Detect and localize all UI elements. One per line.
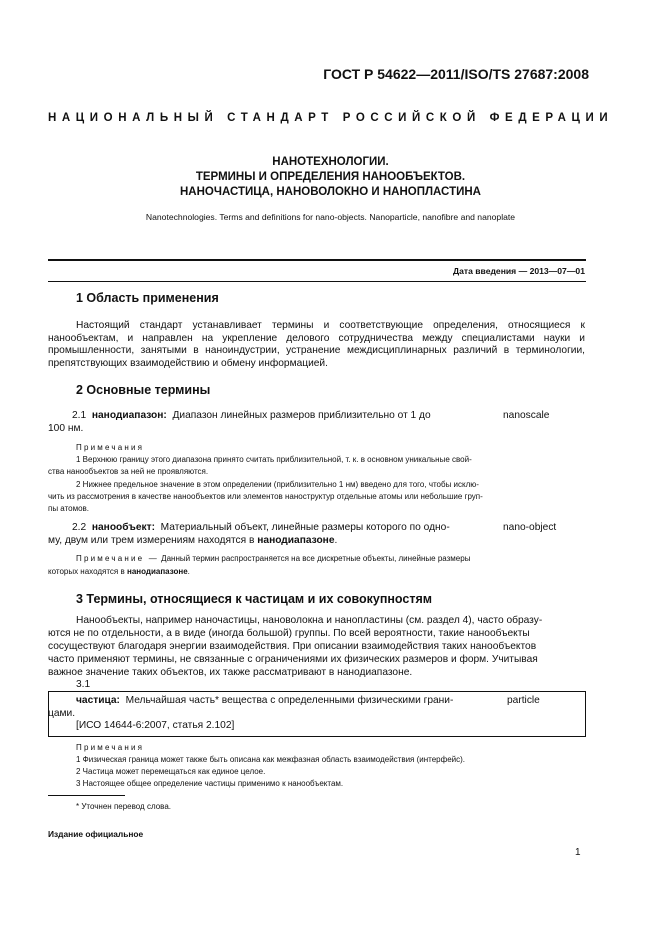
section-3-line-4: часто применяют термины, не связанные с ограничениями их физических размеров и форм. Учитывая: [48, 654, 538, 665]
def-bold-term: нанодиапазоне: [257, 535, 335, 546]
title-line-1: НАНОТЕХНОЛОГИИ.: [272, 156, 389, 168]
footnote-rule: [48, 795, 125, 796]
term-2-2-def-cont: му, двум или трем измерениям находятся в нанодиапазоне.: [48, 535, 338, 546]
term-definition: Материальный объект, линейные размеры которого по одно-: [160, 522, 450, 533]
note-2-1-2a: 2 Нижнее предельное значение в этом определении (приблизительно 1 нм) введено для того, чтобы исклю-: [76, 480, 479, 489]
divider-date: [48, 281, 586, 282]
intro-date: Дата введения — 2013—07—01: [452, 266, 585, 276]
term-number: 2.2: [72, 522, 87, 533]
note-2-1-2b: чить из рассмотрения в качестве нанообъектов или элементов наноструктур отдельные атомы или небольшие груп-: [48, 492, 483, 501]
note-2-1-1a: 1 Верхнюю границу этого диапазона принято считать приблизительной, т. к. в основном уникальные свой-: [76, 455, 472, 464]
section-1-heading: 1 Область применения: [76, 291, 219, 305]
term-definition: Мельчайшая часть* вещества с определенными физическими грани-: [125, 695, 454, 706]
edition-label: Издание официальное: [48, 829, 144, 839]
term-3-1-def-cont: цами.: [48, 708, 76, 719]
note-2-2-cont: которых находятся в нанодиапазоне.: [48, 567, 190, 576]
page-number: 1: [575, 847, 581, 858]
section-3-line-1: Нанообъекты, например наночастицы, нановолокна и нанопластины (см. раздел 4), часто образу-: [76, 615, 543, 626]
standard-line: НАЦИОНАЛЬНЫЙ СТАНДАРТ РОССИЙСКОЙ ФЕДЕРАЦИИ: [48, 112, 614, 124]
term-3-1: [76, 695, 496, 708]
section-3-line-5: важное значение таких объектов, их также рассматривают в нанодиапазоне.: [48, 667, 413, 678]
notes-label-3-1: Примечания: [76, 743, 145, 752]
term-2-2-english: nano-object: [503, 522, 557, 533]
note-3-1-1: 1 Физическая граница может также быть описана как межфазная область взаимодействия (интерфейс).: [76, 755, 466, 764]
term-3-1-english: particle: [507, 695, 540, 706]
term-2-1-def-cont: 100 нм.: [48, 423, 84, 434]
note-text: которых находятся в: [48, 567, 125, 576]
footnote: * Уточнен перевод слова.: [76, 802, 171, 811]
note-2-1-2c: пы атомов.: [48, 504, 90, 513]
note-2-1-1b: ства нанообъектов за ней не проявляются.: [48, 467, 209, 476]
term-2-1: [72, 410, 492, 423]
divider-top: [48, 259, 586, 261]
document-code: ГОСТ Р 54622—2011/ISO/TS 27687:2008: [323, 66, 589, 82]
term-number: 2.1: [72, 410, 87, 421]
term-3-1-number: 3.1: [76, 679, 91, 690]
section-2-heading: 2 Основные термины: [76, 383, 211, 397]
section-3-line-2: ются не по отдельности, а в виде (иногда большой) группы. По всей вероятности, такие нанообъекты: [48, 628, 530, 639]
section-3-heading: 3 Термины, относящиеся к частицам и их совокупностям: [76, 592, 433, 606]
section-1-text: Настоящий стандарт устанавливает термины и соответствующие определения, относящиеся к нанообъектам, и направлен на укрепление делового сотрудничества между специалистами науки и промышленности, занятыми в наноиндустрии, устранение междисциплинарных различий в терминологии, препятствующих взаимодействию и обмену информацией.: [48, 320, 585, 369]
english-title: Nanotechnologies. Terms and definitions for nano-objects. Nanoparticle, nanofibre and nanoplate: [145, 212, 516, 222]
notes-label-2-1: Примечания: [76, 443, 145, 452]
section-3-line-3: сосуществуют благодаря энергии взаимодействия. При описании взаимодействия таких нанообъектов: [48, 641, 537, 652]
note-label: Примечание —: [76, 554, 159, 563]
term-3-1-reference: [ИСО 14644-6:2007, статья 2.102]: [76, 720, 235, 731]
note-2-2: [76, 553, 586, 565]
def-text: му, двум или трем измерениям находятся в: [48, 535, 255, 546]
term-definition: Диапазон линейных размеров приблизительно от 1 до: [172, 410, 431, 421]
term-name: нанообъект:: [91, 522, 155, 533]
note-text: Данный термин распространяется на все дискретные объекты, линейные размеры: [161, 554, 471, 563]
note-3-1-2: 2 Частица может перемещаться как единое целое.: [76, 767, 266, 776]
title-line-2: ТЕРМИНЫ И ОПРЕДЕЛЕНИЯ НАНООБЪЕКТОВ.: [195, 171, 466, 183]
note-bold-term: нанодиапазоне: [126, 567, 188, 576]
term-2-2: [72, 522, 502, 535]
note-3-1-3: 3 Настоящее общее определение частицы применимо к нанообъектам.: [76, 779, 344, 788]
term-name: нанодиапазон:: [91, 410, 167, 421]
term-name: частица:: [76, 695, 120, 706]
term-2-1-english: nanoscale: [503, 410, 550, 421]
title-line-3: НАНОЧАСТИЦА, НАНОВОЛОКНО И НАНОПЛАСТИНА: [180, 186, 481, 198]
